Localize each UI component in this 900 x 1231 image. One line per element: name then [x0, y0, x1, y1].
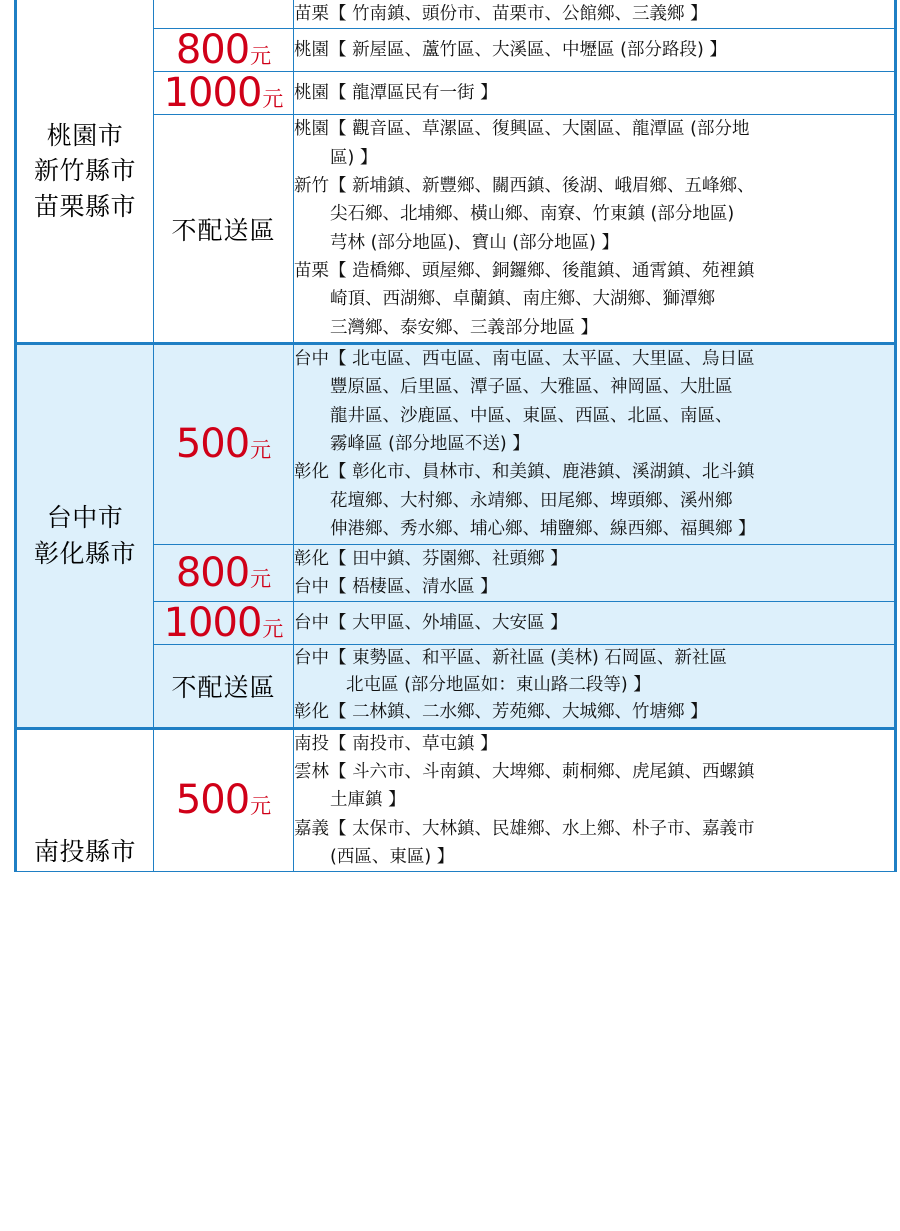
detail-line: 芎林 (部分地區)、寶山 (部分地區) 】: [330, 232, 619, 253]
fee-unit: 元: [250, 438, 272, 463]
detail-cell: [294, 29, 896, 72]
fee-cell-empty: [154, 0, 294, 29]
detail-group: [294, 545, 894, 573]
detail-line: 豐原區、后里區、潭子區、大雅區、神岡區、大肚區: [330, 377, 733, 398]
fee-cell-500: [154, 728, 294, 872]
fee-cell-1000: [154, 72, 294, 115]
detail-group: [294, 645, 894, 699]
detail-line: 嘉義【 太保市、大林鎮、民雄鄉、水上鄉、朴子市、嘉義市: [294, 818, 755, 839]
region-label-line: 桃園市: [46, 120, 124, 150]
detail-line: 新竹【 新埔鎮、新豐鄉、關西鎮、後湖、峨眉鄉、五峰鄉、: [294, 176, 755, 197]
detail-group: [294, 609, 894, 637]
region-cell-nantou: [16, 728, 154, 872]
fee-amount: 800: [175, 27, 250, 74]
fee-amount: 500: [175, 421, 250, 468]
detail-line: 苗栗【 造橋鄉、頭屋鄉、銅鑼鄉、後龍鎮、通霄鎮、苑裡鎮: [294, 261, 755, 282]
fee-amount: 1000: [163, 70, 262, 117]
detail-line: 區) 】: [330, 147, 378, 168]
detail-line: 台中【 北屯區、西屯區、南屯區、太平區、大里區、烏日區: [294, 349, 755, 370]
detail-group: [294, 758, 894, 815]
detail-group: [294, 79, 894, 107]
fee-cell-1000: [154, 602, 294, 645]
detail-line: 南投【 南投市、草屯鎮 】: [294, 733, 498, 754]
detail-line: (西區、東區) 】: [330, 846, 455, 867]
detail-line: 台中【 東勢區、和平區、新社區 (美林) 石岡區、新社區: [294, 648, 727, 669]
fee-unit: 元: [250, 566, 272, 591]
detail-line: 桃園【 龍潭區民有一街 】: [294, 83, 498, 104]
detail-line: 花壇鄉、大村鄉、永靖鄉、田尾鄉、埤頭鄉、溪州鄉: [330, 490, 733, 511]
region-label-line: 台中市: [46, 503, 124, 533]
detail-cell: [294, 115, 896, 344]
detail-line: 尖石鄉、北埔鄉、橫山鄉、南寮、竹東鎮 (部分地區): [330, 204, 735, 225]
fee-label: 不配送區: [171, 672, 276, 702]
fee-cell-800: [154, 544, 294, 602]
detail-line: 龍井區、沙鹿區、中區、東區、西區、北區、南區、: [330, 405, 733, 426]
detail-group: [294, 36, 894, 64]
detail-group: [294, 257, 894, 342]
detail-group: [294, 0, 894, 28]
detail-line: 霧峰區 (部分地區不送) 】: [330, 434, 530, 455]
fee-cell-800: [154, 29, 294, 72]
fee-amount: 500: [175, 777, 250, 824]
fee-cell-no-delivery: [154, 115, 294, 344]
detail-group: [294, 345, 894, 458]
detail-cell: [294, 645, 896, 728]
detail-line: 雲林【 斗六市、斗南鎮、大埤鄉、莿桐鄉、虎尾鎮、西螺鎮: [294, 761, 755, 782]
detail-cell: [294, 728, 896, 872]
detail-line: 台中【 大甲區、外埔區、大安區 】: [294, 613, 568, 634]
fee-amount: 1000: [163, 600, 262, 647]
detail-group: [294, 115, 894, 172]
detail-line: 桃園【 觀音區、草漯區、復興區、大園區、龍潭區 (部分地: [294, 119, 750, 140]
detail-line: 土庫鎮 】: [330, 790, 406, 811]
detail-line: 崎頂、西湖鄉、卓蘭鎮、南庄鄉、大湖鄉、獅潭鄉: [330, 289, 715, 310]
region-label-line: 彰化縣市: [33, 538, 136, 568]
region-cell-taichung: [16, 344, 154, 728]
detail-cell: [294, 344, 896, 544]
fee-unit: 元: [262, 87, 284, 112]
detail-cell: [294, 544, 896, 602]
fee-unit: 元: [250, 44, 272, 69]
detail-group: [294, 699, 894, 726]
fee-unit: 元: [262, 617, 284, 642]
detail-cell: [294, 602, 896, 645]
detail-line: 彰化【 彰化市、員林市、和美鎮、鹿港鎮、溪湖鎮、北斗鎮: [294, 462, 755, 483]
fee-amount: 800: [175, 549, 250, 596]
detail-group: [294, 458, 894, 543]
table-row: [16, 0, 896, 29]
detail-line: 苗栗【 竹南鎮、頭份市、苗栗市、公館鄉、三義鄉 】: [294, 4, 708, 24]
detail-line: 伸港鄉、秀水鄉、埔心鄉、埔鹽鄉、線西鄉、福興鄉 】: [330, 519, 756, 540]
detail-group: [294, 815, 894, 872]
detail-line: 北屯區 (部分地區如：東山路二段等) 】: [346, 675, 651, 696]
table-row: [16, 344, 896, 544]
detail-line: 彰化【 二林鎮、二水鄉、芳苑鄉、大城鄉、竹塘鄉 】: [294, 702, 708, 723]
detail-group: [294, 730, 894, 758]
fee-cell-no-delivery: [154, 645, 294, 728]
table-row: [16, 728, 896, 872]
fee-unit: 元: [250, 794, 272, 819]
detail-line: 彰化【 田中鎮、芬園鄉、社頭鄉 】: [294, 548, 568, 569]
detail-line: 台中【 梧棲區、清水區 】: [294, 576, 498, 597]
region-label-line: 苗栗縣市: [33, 191, 136, 221]
fee-cell-500: [154, 344, 294, 544]
shipping-fee-table: [14, 0, 897, 872]
detail-line: 桃園【 新屋區、蘆竹區、大溪區、中壢區 (部分路段) 】: [294, 40, 727, 61]
detail-cell: [294, 72, 896, 115]
region-cell-taoyuan: [16, 0, 154, 344]
detail-cell: [294, 0, 896, 29]
detail-line: 三灣鄉、泰安鄉、三義部分地區 】: [330, 317, 599, 338]
detail-group: [294, 573, 894, 601]
detail-group: [294, 172, 894, 257]
region-label-line: 新竹縣市: [33, 156, 136, 186]
fee-label: 不配送區: [171, 215, 276, 245]
region-label-line: 南投縣市: [33, 836, 136, 866]
